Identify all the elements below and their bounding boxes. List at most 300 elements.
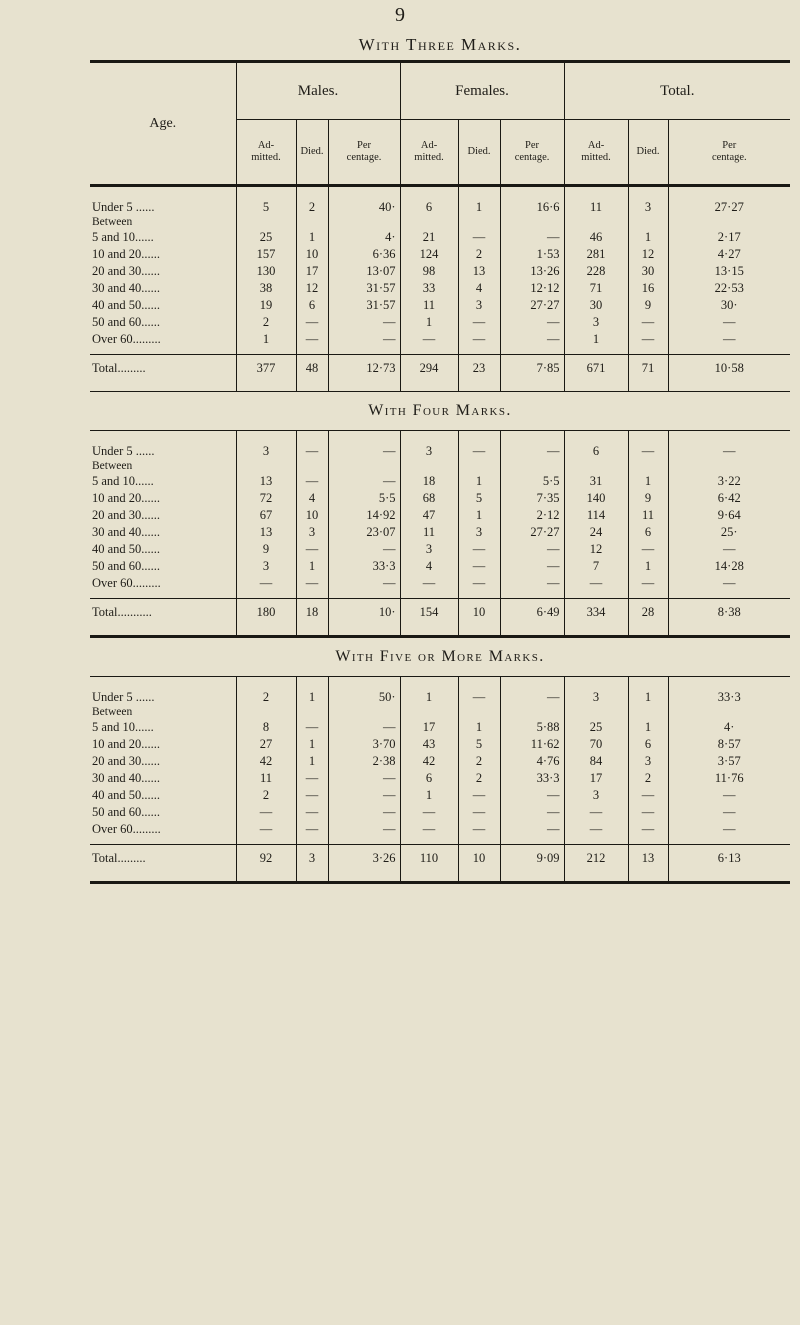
table-cell: 3·57 xyxy=(668,753,790,770)
table-cell: 17 xyxy=(296,263,328,280)
table-cell xyxy=(668,460,790,473)
table-cell: 4 xyxy=(296,490,328,507)
table-cell: 21 xyxy=(400,229,458,246)
table-row xyxy=(90,736,790,753)
age-label: 30 and 40...... xyxy=(92,525,161,539)
table-cell: 6 xyxy=(296,297,328,314)
table-cell: 5 xyxy=(458,736,500,753)
sub-header-admitted: Ad- mitted. xyxy=(400,120,458,186)
total-row xyxy=(90,355,790,382)
spacer-row xyxy=(90,677,790,689)
age-label: 10 and 20...... xyxy=(92,491,161,505)
table-cell xyxy=(500,706,564,719)
age-label: 20 and 30...... xyxy=(92,264,161,278)
table-cell xyxy=(296,216,328,229)
table-cell: — xyxy=(236,575,296,592)
table-cell: 17 xyxy=(400,719,458,736)
table-cell: 27·27 xyxy=(500,524,564,541)
sub-header-died: Died. xyxy=(628,120,668,186)
table-cell: — xyxy=(500,821,564,838)
table-cell: — xyxy=(628,443,668,460)
table-cell: 1 xyxy=(628,229,668,246)
table-cell xyxy=(668,216,790,229)
table-cell xyxy=(500,216,564,229)
table-cell: — xyxy=(400,575,458,592)
table-row xyxy=(90,199,790,216)
table-cell: 16·6 xyxy=(500,199,564,216)
total-cell: 7·85 xyxy=(500,355,564,382)
age-label: 40 and 50...... xyxy=(92,542,161,556)
table-cell: 25 xyxy=(564,719,628,736)
table-cell: 1 xyxy=(458,199,500,216)
table-cell: 50· xyxy=(328,689,400,706)
table-cell: 9 xyxy=(236,541,296,558)
total-cell: 377 xyxy=(236,355,296,382)
age-label: Over 60......... xyxy=(92,332,161,346)
table-cell: 25· xyxy=(668,524,790,541)
table-cell: — xyxy=(328,575,400,592)
table-cell xyxy=(328,216,400,229)
table-row xyxy=(90,229,790,246)
table-cell: — xyxy=(668,541,790,558)
table-cell: 11 xyxy=(400,297,458,314)
table-row xyxy=(90,297,790,314)
table-cell: 30· xyxy=(668,297,790,314)
spacer-row xyxy=(90,431,790,443)
table-cell: — xyxy=(458,314,500,331)
header-table xyxy=(90,60,790,187)
table-cell: 6 xyxy=(400,199,458,216)
table-cell xyxy=(328,460,400,473)
table-cell: 6·42 xyxy=(668,490,790,507)
table-cell: 27·27 xyxy=(500,297,564,314)
table-cell: — xyxy=(628,331,668,348)
section-bottom-rule xyxy=(90,381,790,392)
table-cell: — xyxy=(500,689,564,706)
total-cell: 10 xyxy=(458,845,500,872)
table-cell: 5 xyxy=(236,199,296,216)
sub-header-percentage: Per centage. xyxy=(328,120,400,186)
table-cell: 98 xyxy=(400,263,458,280)
table-cell: 2 xyxy=(296,199,328,216)
table-cell xyxy=(564,706,628,719)
table-cell: 27 xyxy=(236,736,296,753)
table-cell: — xyxy=(400,804,458,821)
table-cell: 4· xyxy=(668,719,790,736)
total-cell: 10· xyxy=(328,599,400,626)
table-cell xyxy=(628,460,668,473)
table-cell: 3 xyxy=(296,524,328,541)
table-cell: — xyxy=(328,787,400,804)
table-cell: 42 xyxy=(236,753,296,770)
table-cell: 33·3 xyxy=(668,689,790,706)
table-cell: 228 xyxy=(564,263,628,280)
table-cell: — xyxy=(328,719,400,736)
table-cell: 72 xyxy=(236,490,296,507)
table-cell: — xyxy=(328,821,400,838)
table-cell: 8·57 xyxy=(668,736,790,753)
table-cell: 1 xyxy=(458,507,500,524)
section-bottom-rule xyxy=(90,871,790,883)
table-cell: 6 xyxy=(564,443,628,460)
table-row xyxy=(90,558,790,575)
table-cell: 3 xyxy=(236,443,296,460)
age-label: Between xyxy=(92,706,133,718)
table-cell: 3 xyxy=(400,541,458,558)
table-cell: 71 xyxy=(564,280,628,297)
section-table xyxy=(90,187,790,392)
table-cell: 8 xyxy=(236,719,296,736)
table-cell: 5·88 xyxy=(500,719,564,736)
table-cell: 3 xyxy=(458,297,500,314)
table-cell: — xyxy=(328,770,400,787)
table-cell: 9 xyxy=(628,490,668,507)
table-cell: 6·36 xyxy=(328,246,400,263)
table-cell: — xyxy=(458,575,500,592)
spacer-row xyxy=(90,187,790,199)
age-label: 50 and 60...... xyxy=(92,315,161,329)
table-cell: 2 xyxy=(458,753,500,770)
table-cell: 13 xyxy=(236,473,296,490)
table-cell: — xyxy=(628,541,668,558)
table-cell: 1 xyxy=(458,719,500,736)
table-cell xyxy=(628,706,668,719)
table-cell: 13·15 xyxy=(668,263,790,280)
table-cell: 2·38 xyxy=(328,753,400,770)
section-title-three-marks: With Three Marks. xyxy=(358,35,522,54)
table-cell: 1 xyxy=(296,736,328,753)
total-cell: 92 xyxy=(236,845,296,872)
table-cell: 9·64 xyxy=(668,507,790,524)
sub-header-died: Died. xyxy=(296,120,328,186)
sections-container xyxy=(90,187,790,884)
table-cell: 1 xyxy=(296,229,328,246)
table-cell: 11·62 xyxy=(500,736,564,753)
table-cell: — xyxy=(236,821,296,838)
table-row xyxy=(90,770,790,787)
table-cell xyxy=(564,216,628,229)
total-cell: 23 xyxy=(458,355,500,382)
table-cell: — xyxy=(296,575,328,592)
table-cell: 11 xyxy=(236,770,296,787)
table-row xyxy=(90,719,790,736)
table-row xyxy=(90,507,790,524)
age-label: 5 and 10...... xyxy=(92,720,154,734)
table-cell: — xyxy=(328,541,400,558)
sub-header-percentage: Per centage. xyxy=(668,120,790,186)
total-label: Total......... xyxy=(90,355,236,382)
table-cell: 1 xyxy=(296,558,328,575)
table-cell: — xyxy=(458,443,500,460)
table-row xyxy=(90,460,790,473)
table-cell: 46 xyxy=(564,229,628,246)
age-label: 10 and 20...... xyxy=(92,247,161,261)
table-cell: 2 xyxy=(458,770,500,787)
total-cell: 6·13 xyxy=(668,845,790,872)
total-cell: 10 xyxy=(458,599,500,626)
table-cell: 18 xyxy=(400,473,458,490)
table-cell: — xyxy=(628,575,668,592)
table-cell xyxy=(564,460,628,473)
table-cell: 11 xyxy=(564,199,628,216)
table-cell: 1 xyxy=(564,331,628,348)
table-cell: — xyxy=(668,575,790,592)
table-cell: 1 xyxy=(400,314,458,331)
table-row xyxy=(90,689,790,706)
table-cell: — xyxy=(236,804,296,821)
table-cell: 3 xyxy=(458,524,500,541)
table-cell: 30 xyxy=(628,263,668,280)
table-cell: 1 xyxy=(236,331,296,348)
table-cell: 14·92 xyxy=(328,507,400,524)
table-row xyxy=(90,541,790,558)
total-label: Total........... xyxy=(90,599,236,626)
section-bottom-rule xyxy=(90,625,790,637)
table-cell xyxy=(328,706,400,719)
table-cell: — xyxy=(500,541,564,558)
table-cell xyxy=(296,460,328,473)
table-cell: — xyxy=(458,541,500,558)
total-cell: 294 xyxy=(400,355,458,382)
table-cell: 3 xyxy=(564,314,628,331)
table-cell: 4 xyxy=(400,558,458,575)
table-cell xyxy=(628,216,668,229)
table-row xyxy=(90,490,790,507)
table-cell: 31 xyxy=(564,473,628,490)
total-cell: 110 xyxy=(400,845,458,872)
table-cell: 12 xyxy=(296,280,328,297)
table-cell: 7·35 xyxy=(500,490,564,507)
table-cell xyxy=(236,216,296,229)
page-number: 9 xyxy=(395,4,405,26)
table-cell: 1 xyxy=(628,719,668,736)
table-cell: — xyxy=(458,558,500,575)
total-cell: 18 xyxy=(296,599,328,626)
table-cell: 30 xyxy=(564,297,628,314)
table-cell: — xyxy=(458,689,500,706)
table-cell: — xyxy=(328,331,400,348)
sub-header-admitted: Ad- mitted. xyxy=(564,120,628,186)
table-cell: — xyxy=(296,473,328,490)
table-cell: — xyxy=(296,787,328,804)
age-label: Over 60......... xyxy=(92,576,161,590)
table-cell: 13 xyxy=(458,263,500,280)
table-cell: 1 xyxy=(628,558,668,575)
males-header: Males. xyxy=(236,62,400,120)
table-cell: — xyxy=(458,804,500,821)
table-cell: — xyxy=(296,331,328,348)
table-cell: 33·3 xyxy=(328,558,400,575)
table-cell: 281 xyxy=(564,246,628,263)
table-cell: 1 xyxy=(296,753,328,770)
table-cell: 4·76 xyxy=(500,753,564,770)
table-cell: 31·57 xyxy=(328,297,400,314)
table-cell: — xyxy=(296,719,328,736)
table-cell: 13 xyxy=(236,524,296,541)
table-cell: — xyxy=(328,473,400,490)
age-label: Between xyxy=(92,216,133,228)
table-row xyxy=(90,821,790,838)
table-cell: 31·57 xyxy=(328,280,400,297)
table-cell: 2 xyxy=(628,770,668,787)
total-cell: 48 xyxy=(296,355,328,382)
table-cell: 4·27 xyxy=(668,246,790,263)
table-cell: 157 xyxy=(236,246,296,263)
table-cell: 3 xyxy=(564,689,628,706)
table-cell: — xyxy=(500,314,564,331)
table-cell xyxy=(500,460,564,473)
total-cell: 154 xyxy=(400,599,458,626)
age-label: 5 and 10...... xyxy=(92,474,154,488)
table-cell: 11 xyxy=(400,524,458,541)
table-cell: 84 xyxy=(564,753,628,770)
table-cell: 27·27 xyxy=(668,199,790,216)
total-cell: 3 xyxy=(296,845,328,872)
table-cell: 12 xyxy=(564,541,628,558)
table-cell: 6 xyxy=(400,770,458,787)
table-row xyxy=(90,331,790,348)
table-cell: 1 xyxy=(400,689,458,706)
table-cell: 1·53 xyxy=(500,246,564,263)
table-cell: 3·70 xyxy=(328,736,400,753)
table-cell: 22·53 xyxy=(668,280,790,297)
total-cell: 9·09 xyxy=(500,845,564,872)
table-cell: 70 xyxy=(564,736,628,753)
table-cell: 9 xyxy=(628,297,668,314)
table-cell: — xyxy=(296,314,328,331)
table-cell: 140 xyxy=(564,490,628,507)
table-cell: — xyxy=(668,314,790,331)
statistics-page xyxy=(90,30,790,884)
table-cell: — xyxy=(328,443,400,460)
table-cell: — xyxy=(458,787,500,804)
age-column-header: Age. xyxy=(149,115,177,131)
section-title-four-marks: With Four Marks. xyxy=(368,402,512,419)
table-cell xyxy=(400,460,458,473)
table-cell: — xyxy=(564,804,628,821)
total-cell: 3·26 xyxy=(328,845,400,872)
table-cell: 3 xyxy=(564,787,628,804)
table-cell: 17 xyxy=(564,770,628,787)
table-cell: — xyxy=(296,443,328,460)
table-cell: 67 xyxy=(236,507,296,524)
age-label: Over 60......... xyxy=(92,822,161,836)
table-cell: 13·26 xyxy=(500,263,564,280)
table-cell: 2·12 xyxy=(500,507,564,524)
table-cell: 33·3 xyxy=(500,770,564,787)
table-cell: 43 xyxy=(400,736,458,753)
sub-header-admitted: Ad- mitted. xyxy=(236,120,296,186)
table-row xyxy=(90,216,790,229)
table-cell xyxy=(458,460,500,473)
table-row xyxy=(90,706,790,719)
age-label: Under 5 ...... xyxy=(92,200,155,214)
table-cell: — xyxy=(500,787,564,804)
total-cell: 8·38 xyxy=(668,599,790,626)
table-cell: 10 xyxy=(296,246,328,263)
table-cell: — xyxy=(458,331,500,348)
table-cell: — xyxy=(296,804,328,821)
table-cell xyxy=(296,706,328,719)
section-table xyxy=(90,676,790,884)
table-cell: — xyxy=(564,575,628,592)
table-cell: 3 xyxy=(236,558,296,575)
table-cell: 3 xyxy=(400,443,458,460)
total-row xyxy=(90,845,790,872)
table-cell: — xyxy=(628,787,668,804)
table-cell: 11·76 xyxy=(668,770,790,787)
table-cell: 42 xyxy=(400,753,458,770)
table-cell: 2·17 xyxy=(668,229,790,246)
age-label: 20 and 30...... xyxy=(92,508,161,522)
total-cell: 13 xyxy=(628,845,668,872)
table-cell: 124 xyxy=(400,246,458,263)
table-cell: 6 xyxy=(628,524,668,541)
table-cell: 23·07 xyxy=(328,524,400,541)
sub-header-died: Died. xyxy=(458,120,500,186)
table-cell: 5·5 xyxy=(328,490,400,507)
age-label: 50 and 60...... xyxy=(92,805,161,819)
table-row xyxy=(90,280,790,297)
table-cell: 19 xyxy=(236,297,296,314)
table-row xyxy=(90,804,790,821)
table-cell: 1 xyxy=(628,689,668,706)
table-cell: 14·28 xyxy=(668,558,790,575)
table-cell: 6 xyxy=(628,736,668,753)
table-row xyxy=(90,473,790,490)
sub-header-percentage: Per centage. xyxy=(500,120,564,186)
table-cell: 7 xyxy=(564,558,628,575)
table-cell: 3·22 xyxy=(668,473,790,490)
table-cell: — xyxy=(296,541,328,558)
table-cell: 2 xyxy=(236,314,296,331)
table-cell: 12·12 xyxy=(500,280,564,297)
total-cell: 671 xyxy=(564,355,628,382)
total-cell: 71 xyxy=(628,355,668,382)
table-cell: — xyxy=(500,331,564,348)
total-cell: 334 xyxy=(564,599,628,626)
table-cell xyxy=(458,216,500,229)
total-cell: 212 xyxy=(564,845,628,872)
age-label: 40 and 50...... xyxy=(92,788,161,802)
table-row xyxy=(90,575,790,592)
table-cell: 68 xyxy=(400,490,458,507)
table-cell: 40· xyxy=(328,199,400,216)
table-cell: — xyxy=(500,558,564,575)
table-cell: — xyxy=(296,821,328,838)
table-row xyxy=(90,246,790,263)
age-label: Between xyxy=(92,460,133,472)
table-cell: 1 xyxy=(458,473,500,490)
table-cell xyxy=(236,706,296,719)
table-cell xyxy=(400,216,458,229)
table-cell: — xyxy=(400,331,458,348)
total-header: Total. xyxy=(564,62,790,120)
table-row xyxy=(90,443,790,460)
table-row xyxy=(90,787,790,804)
age-label: 50 and 60...... xyxy=(92,559,161,573)
age-label: 20 and 30...... xyxy=(92,754,161,768)
table-cell: 2 xyxy=(236,787,296,804)
table-cell xyxy=(400,706,458,719)
table-cell: — xyxy=(500,575,564,592)
table-cell: 11 xyxy=(628,507,668,524)
table-cell: — xyxy=(328,314,400,331)
total-cell: 180 xyxy=(236,599,296,626)
age-label: 30 and 40...... xyxy=(92,281,161,295)
table-cell: 1 xyxy=(400,787,458,804)
age-label: 10 and 20...... xyxy=(92,737,161,751)
